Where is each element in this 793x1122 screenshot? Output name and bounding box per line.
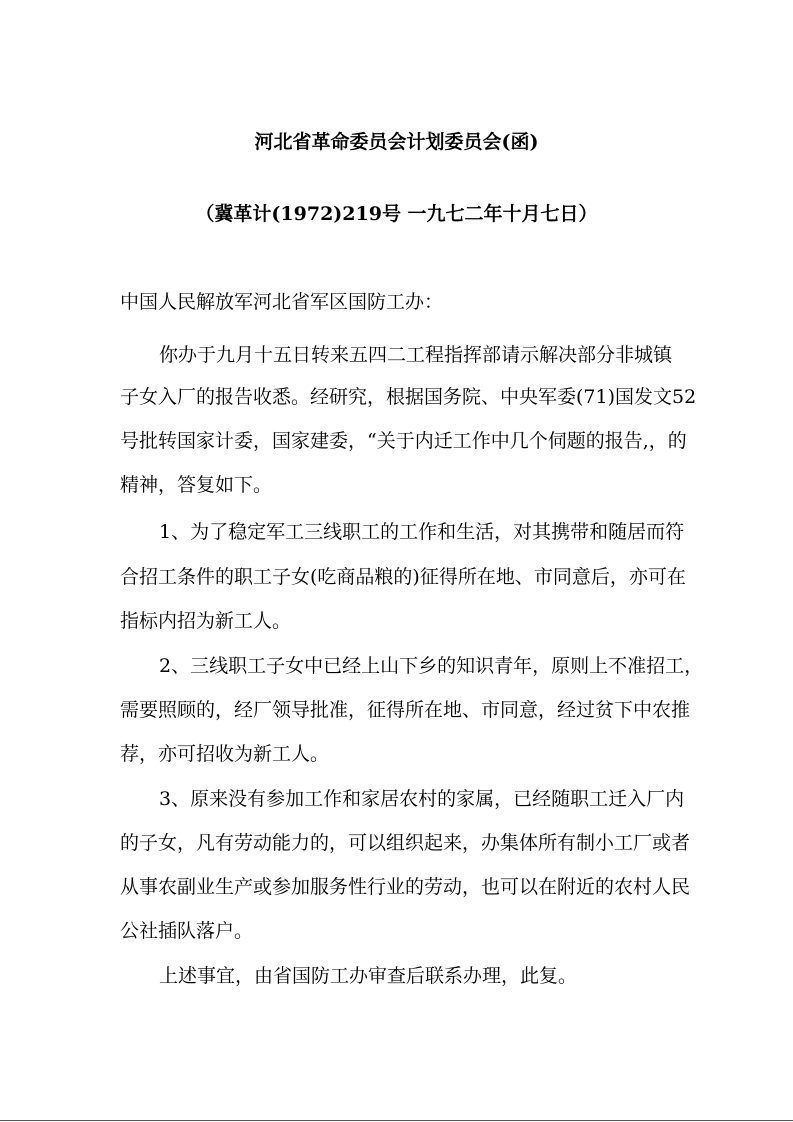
body-line: 从事农副业生产或参加服务性行业的劳动，也可以在附近的农村人民 xyxy=(120,876,691,898)
body-line: 指标内招为新工人。 xyxy=(120,610,292,632)
body-line: 3、原来没有参加工作和家居农村的家属，已经随职工迁入厂内 xyxy=(159,788,685,810)
body-line: 上述事宜，由省国防工办审查后联系办理，此复。 xyxy=(159,965,578,987)
page-bottom-rule xyxy=(0,1120,793,1121)
document-title: 河北省革命委员会计划委员会(函) xyxy=(254,131,539,153)
body-line: 需要照顾的，经厂领导批准，征得所在地、市同意，经过贫下中农推 xyxy=(120,699,691,721)
body-line: 子女入厂的报告收悉。经研究，根据国务院、中央军委(71)国发文52 xyxy=(120,386,697,408)
body-line: 合招工条件的职工子女(吃商品粮的)征得所在地、市同意后，亦可在 xyxy=(120,566,686,588)
body-line: 你办于九月十五日转来五四二工程指挥部请示解决部分非城镇 xyxy=(159,344,673,366)
body-line: 公社插队落户。 xyxy=(120,920,254,942)
body-line: 1、为了稳定军工三线职工的工作和生活，对其携带和随居而符 xyxy=(159,521,685,543)
body-line: 2、三线职工子女中已经上山下乡的知识青年，原则上不准招工， xyxy=(159,655,704,677)
recipient-line: 中国人民解放军河北省军区国防工办： xyxy=(120,291,444,313)
body-line: 荐，亦可招收为新工人。 xyxy=(120,743,330,765)
body-line: 号批转国家计委，国家建委，“关于内迁工作中几个伺题的报告,，的 xyxy=(120,430,687,452)
body-line: 精神，答复如下。 xyxy=(120,474,273,496)
document-number: （冀革计(1972)219号 一九七二年十月七日） xyxy=(195,203,598,225)
body-line: 的子女，凡有劳动能力的，可以组织起来，办集体所有制小工厂或者 xyxy=(120,832,691,854)
